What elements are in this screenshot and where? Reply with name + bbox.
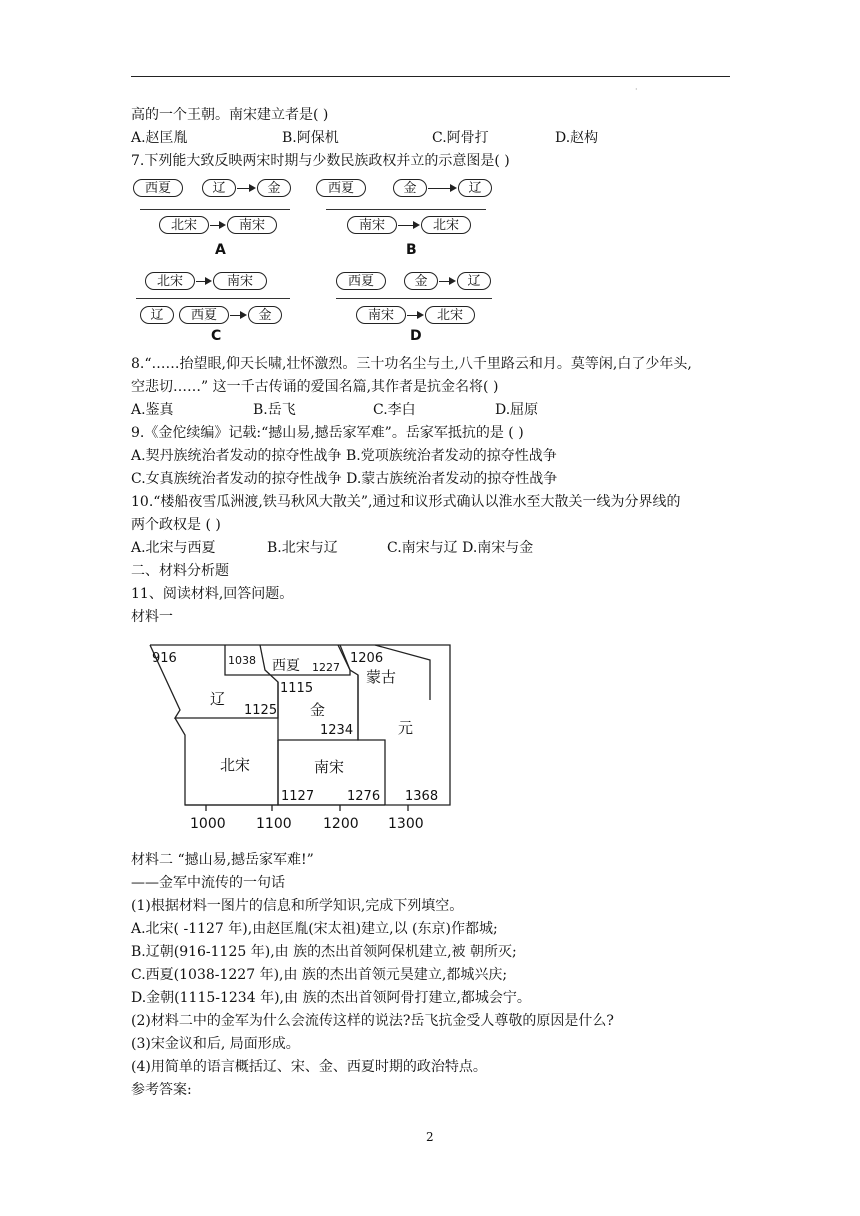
diagram-d-top-1: 西夏 <box>336 272 386 290</box>
q10-option-a: A.北宋与西夏 <box>131 540 216 556</box>
answer-label: 参考答案: <box>131 1082 192 1098</box>
region-label-liao: 辽 <box>210 690 226 708</box>
sub-question-1: (1)根据材料一图片的信息和所学知识,完成下列填空。 <box>131 898 464 914</box>
axis-tick-label: 1200 <box>323 816 359 832</box>
diagram-c-bottom-3: 金 <box>248 306 282 324</box>
sub-question-3: (3)宋金议和后, 局面形成。 <box>131 1036 300 1052</box>
diagram-a-label: A <box>215 242 226 258</box>
region-label-mongol: 蒙古 <box>366 668 397 686</box>
dynasty-timeline-figure <box>140 640 460 840</box>
axis-tick-label: 1100 <box>256 816 292 832</box>
q10-line-1: 10.“楼船夜雪瓜洲渡,铁马秋风大散关”,通过和议形式确认以淮水至大散关一线为分界线的 <box>131 494 681 510</box>
arrow-icon <box>439 281 454 282</box>
year-label: 1125 <box>244 703 278 718</box>
material-2-source: ——金军中流传的一句话 <box>131 875 285 891</box>
region-label-nansong: 南宋 <box>314 758 345 776</box>
region-label-xixia: 西夏 <box>272 658 300 674</box>
axis-tick-label: 1000 <box>190 816 226 832</box>
diagram-b-top-1: 西夏 <box>316 179 366 197</box>
q10-line-2: 两个政权是 ( ) <box>131 517 221 533</box>
diagram-c-top-1: 北宋 <box>145 272 195 290</box>
diagram-a-bottom-1: 北宋 <box>159 216 209 234</box>
diagram-b-bottom-1: 南宋 <box>347 216 397 234</box>
section-heading: 二、材料分析题 <box>131 563 229 579</box>
diagram-a-top-2: 辽 <box>202 179 236 197</box>
sub-question-2: (2)材料二中的金军为什么会流传这样的说法?岳飞抗金受人尊敬的原因是什么? <box>131 1013 614 1029</box>
diagram-d-divider <box>336 298 492 299</box>
arrow-icon <box>237 188 254 189</box>
diagram-c-top-2: 南宋 <box>213 272 267 290</box>
diagram-b-bottom-2: 北宋 <box>421 216 471 234</box>
year-label: 1234 <box>320 723 354 738</box>
arrow-icon <box>428 188 455 189</box>
year-label: 916 <box>152 651 177 666</box>
diagram-b-top-2: 金 <box>393 179 427 197</box>
q8-option-b: B.岳飞 <box>253 402 296 418</box>
diagram-c-divider <box>136 298 290 299</box>
q8-line-2: 空悲切……” 这一千古传诵的爱国名篇,其作者是抗金名将( ) <box>131 379 499 395</box>
fill-blank-d: D.金朝(1115-1234 年),由 族的杰出首领阿骨打建立,都城会宁。 <box>131 990 531 1006</box>
q10-option-b: B.北宋与辽 <box>267 540 338 556</box>
header-mark: · <box>635 85 638 94</box>
diagram-d-label: D <box>410 328 422 344</box>
q11-stem: 11、阅读材料,回答问题。 <box>131 586 294 602</box>
arrow-icon <box>210 225 224 226</box>
year-label: 1227 <box>312 661 340 674</box>
page-number: 2 <box>426 1130 434 1144</box>
arrow-icon <box>398 225 418 226</box>
q10-option-cd: C.南宋与辽 D.南宋与金 <box>387 540 534 556</box>
diagram-c-bottom-2: 西夏 <box>179 306 229 324</box>
region-label-jin: 金 <box>310 701 326 719</box>
axis-tick-label: 1300 <box>388 816 424 832</box>
header-rule <box>131 76 730 77</box>
region-label-beisong: 北宋 <box>220 756 251 774</box>
q9-stem: 9.《金佗续编》记载:“撼山易,撼岳家军难”。岳家军抵抗的是 ( ) <box>131 425 524 441</box>
diagram-a-bottom-2: 南宋 <box>227 216 277 234</box>
diagram-d-top-3: 辽 <box>457 272 491 290</box>
q6-option-d: D.赵构 <box>555 130 599 146</box>
diagram-b-divider <box>326 209 486 210</box>
arrow-icon <box>230 315 245 316</box>
q6-option-a: A.赵匡胤 <box>131 130 188 146</box>
fill-blank-a: A.北宋( -1127 年),由赵匡胤(宋太祖)建立,以 (东京)作都城; <box>131 921 498 937</box>
q8-option-a: A.鉴真 <box>131 402 174 418</box>
year-label: 1206 <box>350 651 384 666</box>
diagram-c-label: C <box>211 328 222 344</box>
region-label-yuan: 元 <box>398 719 414 737</box>
sub-question-4: (4)用简单的语言概括辽、宋、金、西夏时期的政治特点。 <box>131 1059 487 1075</box>
fill-blank-b: B.辽朝(916-1125 年),由 族的杰出首领阿保机建立,被 朝所灭; <box>131 944 517 960</box>
material-2-quote: 材料二 “撼山易,撼岳家军难!” <box>131 852 314 868</box>
q7-stem: 7.下列能大致反映两宋时期与少数民族政权并立的示意图是( ) <box>131 153 510 169</box>
arrow-icon <box>196 281 210 282</box>
q6-option-c: C.阿骨打 <box>432 130 489 146</box>
arrow-icon <box>407 315 422 316</box>
q8-option-c: C.李白 <box>373 402 416 418</box>
fill-blank-c: C.西夏(1038-1227 年),由 族的杰出首领元昊建立,都城兴庆; <box>131 967 508 983</box>
diagram-b-label: B <box>406 242 417 258</box>
diagram-b-top-3: 辽 <box>458 179 492 197</box>
diagram-a-top-3: 金 <box>257 179 291 197</box>
diagram-a-divider <box>140 209 290 210</box>
q9-options-ab: A.契丹族统治者发动的掠夺性战争 B.党项族统治者发动的掠夺性战争 <box>131 448 557 464</box>
year-label: 1276 <box>347 789 381 804</box>
diagram-c-bottom-1: 辽 <box>140 306 174 324</box>
year-label: 1115 <box>280 681 314 696</box>
q8-option-d: D.屈原 <box>495 402 539 418</box>
q8-line-1: 8.“……抬望眼,仰天长啸,壮怀激烈。三十功名尘与土,八千里路云和月。莫等闲,白了少年头, <box>131 356 692 372</box>
q9-options-cd: C.女真族统治者发动的掠夺性战争 D.蒙古族统治者发动的掠夺性战争 <box>131 471 558 487</box>
diagram-d-bottom-1: 南宋 <box>356 306 406 324</box>
material-1-label: 材料一 <box>131 609 173 625</box>
q6-stem: 高的一个王朝。南宋建立者是( ) <box>131 107 329 123</box>
year-label: 1038 <box>228 654 256 667</box>
diagram-d-bottom-2: 北宋 <box>425 306 475 324</box>
year-label: 1368 <box>405 789 439 804</box>
diagram-d-top-2: 金 <box>404 272 438 290</box>
year-label: 1127 <box>281 789 315 804</box>
diagram-a-top-1: 西夏 <box>133 179 183 197</box>
q6-option-b: B.阿保机 <box>282 130 339 146</box>
